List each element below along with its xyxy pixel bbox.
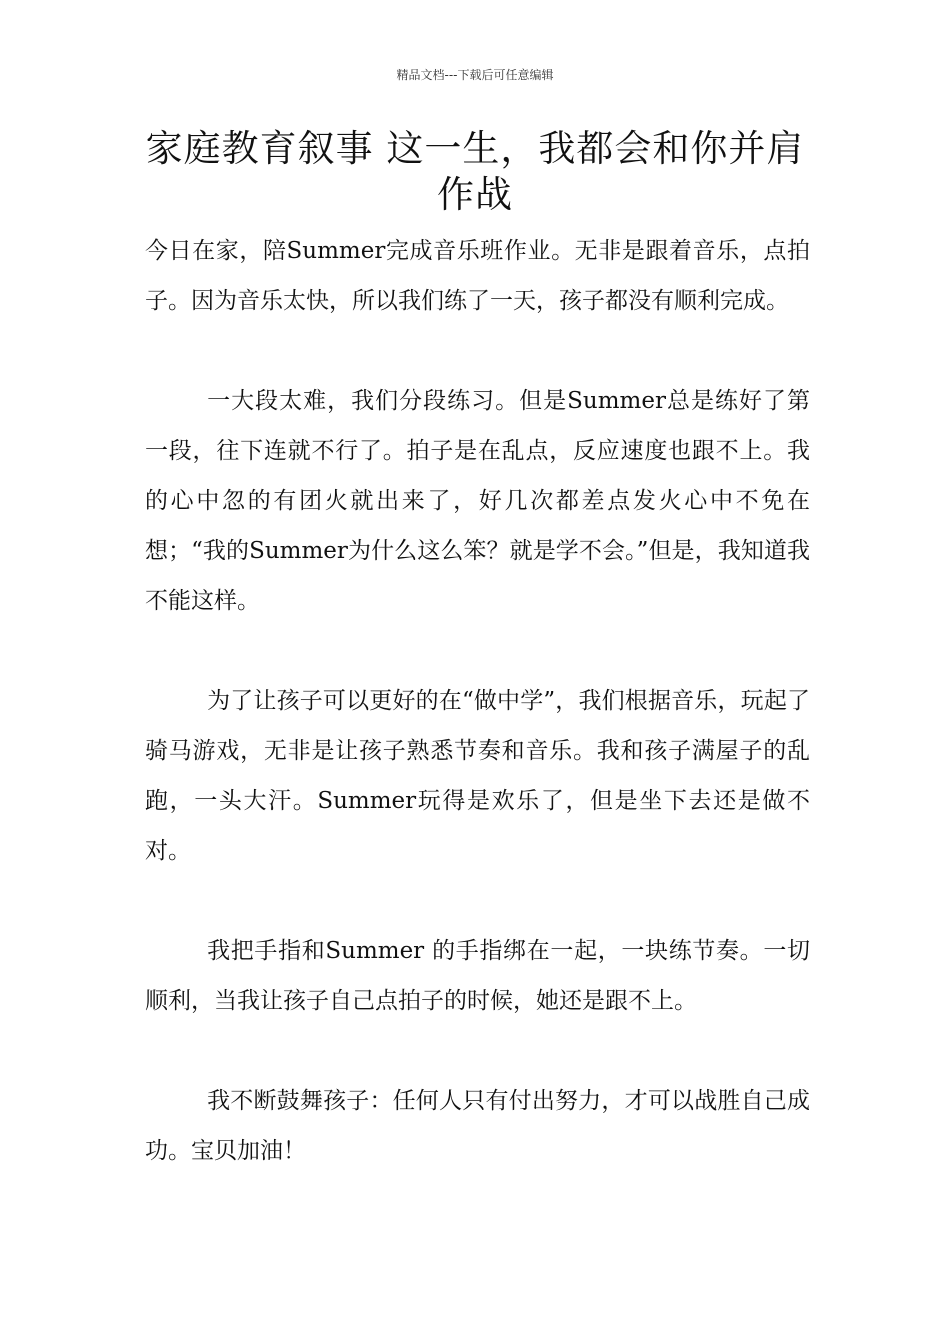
document-body — [145, 226, 810, 1176]
paragraph-4: 我把手指和Summer 的手指绑在一起，一块练节奏。一切顺利，当我让孩子自己点拍子的时候，她还是跟不上。 — [145, 938, 810, 1014]
paragraph-1: 今日在家，陪Summer完成音乐班作业。无非是跟着音乐，点拍子。因为音乐太快，所以我们练了一天，孩子都没有顺利完成。 — [145, 238, 810, 314]
header-note: 精品文档---下载后可任意编辑 — [396, 68, 554, 82]
paragraph-spacer — [145, 326, 810, 376]
paragraph-spacer — [145, 626, 810, 676]
paragraph-2: 一大段太难，我们分段练习。但是Summer总是练好了第一段，往下连就不行了。拍子是在乱点，反应速度也跟不上。我的心中忽的有团火就出来了，好几次都差点发火心中不免在想；“我的Summer为什么这么笨？就是学不会。”但是，我知道我不能这样。 — [145, 388, 810, 614]
paragraph-spacer — [145, 876, 810, 926]
document-title: 家庭教育叙事 这一生，我都会和你并肩作战 — [145, 127, 805, 216]
paragraph-3: 为了让孩子可以更好的在“做中学”，我们根据音乐，玩起了骑马游戏，无非是让孩子熟悉节奏和音乐。我和孩子满屋子的乱跑，一头大汗。Summer玩得是欢乐了，但是坐下去还是做不对。 — [145, 688, 810, 864]
paragraph-5: 我不断鼓舞孩子：任何人只有付出努力，才可以战胜自己成功。宝贝加油！ — [145, 1088, 810, 1164]
paragraph-spacer — [145, 1026, 810, 1076]
